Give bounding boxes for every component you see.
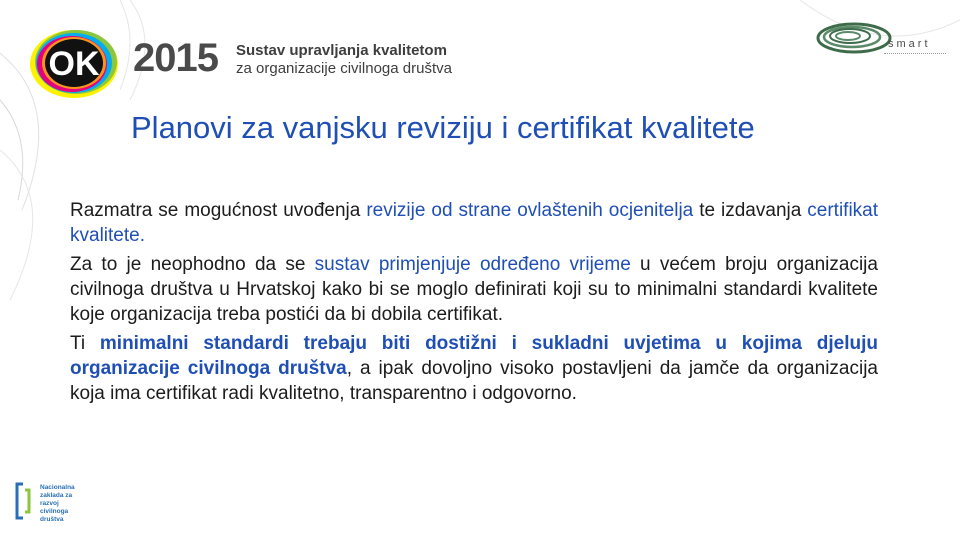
paragraph-2 (70, 252, 878, 327)
paragraph-2-run: u većem broju organizacija civilnoga društva u Hrvatskoj kako bi se moglo definirati koji su to minimalni standardi kvalitete koje organizacija treba postići da bi dobila certifikat. (70, 254, 878, 325)
paragraph-1 (70, 198, 878, 248)
paragraph-3-highlight: minimalni standardi trebaju biti dostižni i sukladni uvjetima u kojima djeluju organizacije civilnoga društva (70, 333, 878, 379)
header-title (236, 42, 452, 78)
ok-logo (30, 28, 126, 98)
foundation-logo-text (40, 484, 75, 524)
foundation-logo-line: razvoj (40, 500, 59, 507)
ok-logo-text: OK (48, 45, 100, 83)
paragraph-3 (70, 331, 878, 406)
smart-logo-text: smart (888, 38, 931, 50)
paragraph-1-highlight: . (139, 225, 145, 246)
paragraph-3-run: , a ipak dovoljno visoko postavljeni da jamče da organizacija koja ima certifikat radi kvalitetno, transparentno i odgovorno. (70, 358, 878, 404)
slide-body (70, 198, 878, 410)
paragraph-1-highlight: revizije od strane ovlaštenih ocjenitelja (366, 200, 694, 221)
paragraph-2-highlight: sustav primjenjuje određeno vrijeme (314, 254, 631, 275)
foundation-logo-line: zaklada za (40, 492, 73, 499)
smart-logo-underline (884, 53, 946, 56)
bracket-logo-icon (14, 482, 32, 520)
paragraph-1-run: Razmatra se mogućnost uvođenja (70, 200, 367, 221)
foundation-logo-line: civilnoga (40, 508, 69, 515)
foundation-logo-line: Nacionalna (40, 484, 75, 491)
header-title-line1: Sustav upravljanja kvalitetom (236, 42, 447, 59)
paragraph-3-run: Ti (70, 333, 100, 354)
header-year: 2015 (133, 36, 218, 80)
foundation-logo-line: društva (40, 516, 64, 523)
paragraph-1-run: te izdavanja (693, 200, 808, 221)
paragraph-2-run: Za to je neophodno da se (70, 254, 315, 275)
slide-title: Planovi za vanjsku reviziju i certifikat kvalitete (131, 109, 755, 145)
header-title-line2: za organizacije civilnoga društva (236, 60, 452, 77)
paragraph-1-highlight: certifikat kvalitete (70, 200, 879, 246)
